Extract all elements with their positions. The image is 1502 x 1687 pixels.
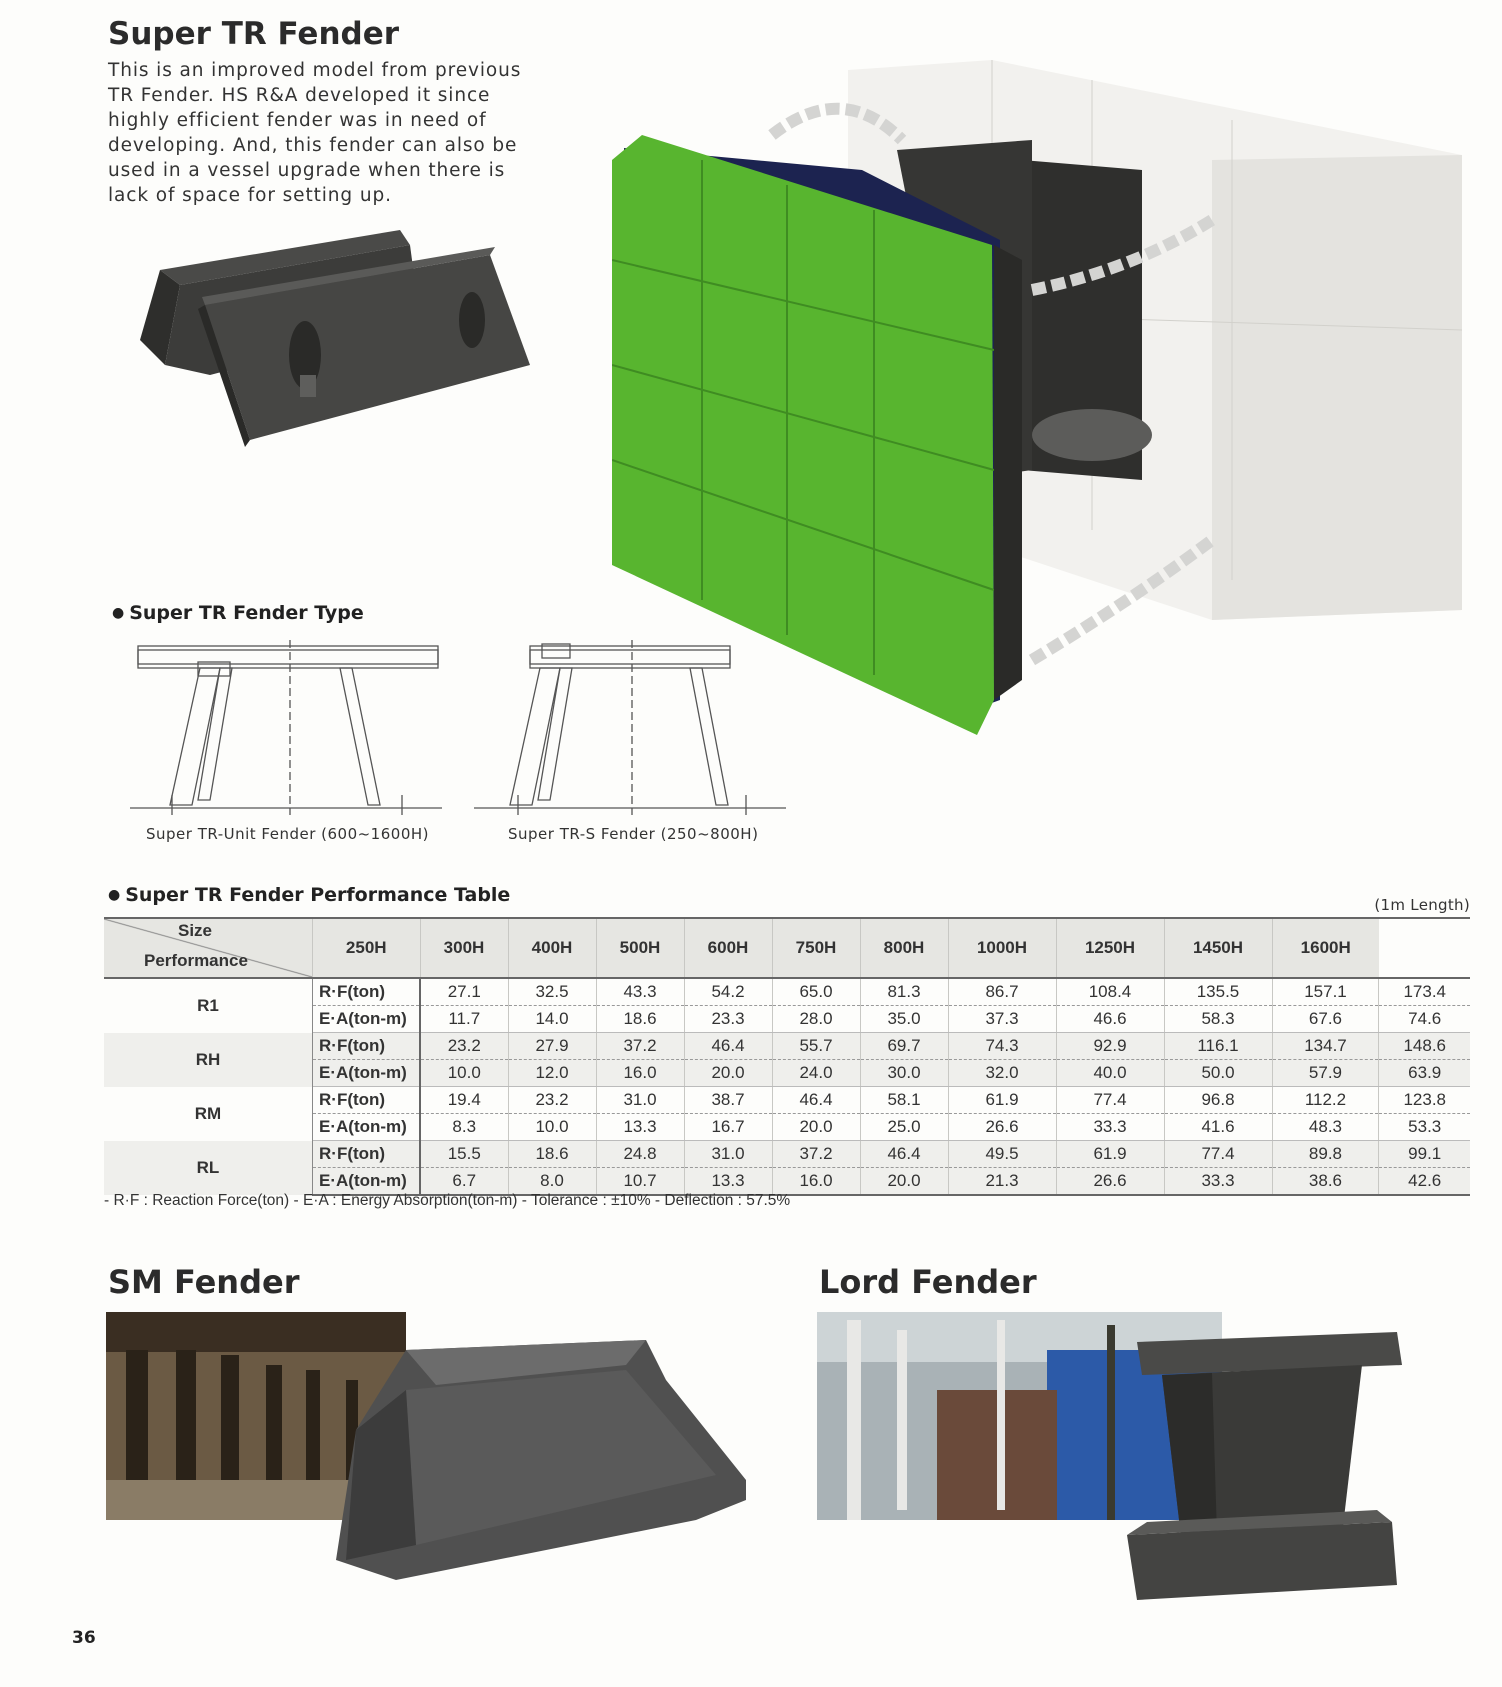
page-title: Super TR Fender <box>108 16 400 52</box>
table-cell: 67.6 <box>1272 1006 1379 1033</box>
table-cell: 135.5 <box>1164 978 1272 1006</box>
lord-fender-image <box>817 1310 1405 1610</box>
table-row <box>104 1033 1470 1060</box>
header-size-1450h: 1450H <box>1164 918 1272 978</box>
table-cell: 37.3 <box>948 1006 1056 1033</box>
table-cell: 74.3 <box>948 1033 1056 1060</box>
performance-table <box>104 917 1470 1196</box>
table-cell: 37.2 <box>596 1033 684 1060</box>
table-cell: 99.1 <box>1379 1141 1470 1168</box>
table-cell: 16.0 <box>772 1168 860 1196</box>
row-metric-label: E·A(ton-m) <box>313 1114 421 1141</box>
row-metric-label: E·A(ton-m) <box>313 1006 421 1033</box>
unit-note: (1m Length) <box>1374 896 1470 914</box>
header-size-label: Size <box>178 921 213 940</box>
table-row <box>104 978 1470 1006</box>
table-cell: 8.3 <box>420 1114 508 1141</box>
table-cell: 32.0 <box>948 1060 1056 1087</box>
sm-fender-image <box>106 1310 746 1580</box>
table-cell: 69.7 <box>860 1033 948 1060</box>
header-size-250h: 250H <box>313 918 421 978</box>
table-cell: 96.8 <box>1164 1087 1272 1114</box>
table-cell: 16.7 <box>684 1114 772 1141</box>
table-cell: 27.9 <box>508 1033 596 1060</box>
header-size-800h: 800H <box>860 918 948 978</box>
table-cell: 20.0 <box>772 1114 860 1141</box>
table-cell: 24.8 <box>596 1141 684 1168</box>
header-corner-cell <box>104 918 313 978</box>
table-header-row <box>104 918 1470 978</box>
table-cell: 65.0 <box>772 978 860 1006</box>
table-cell: 116.1 <box>1164 1033 1272 1060</box>
header-size-1600h: 1600H <box>1272 918 1379 978</box>
table-cell: 21.3 <box>948 1168 1056 1196</box>
table-cell: 26.6 <box>948 1114 1056 1141</box>
table-cell: 92.9 <box>1056 1033 1164 1060</box>
table-cell: 37.2 <box>772 1141 860 1168</box>
row-group-label: RH <box>104 1033 313 1087</box>
table-cell: 18.6 <box>596 1006 684 1033</box>
table-cell: 108.4 <box>1056 978 1164 1006</box>
table-cell: 24.0 <box>772 1060 860 1087</box>
table-cell: 20.0 <box>684 1060 772 1087</box>
table-cell: 148.6 <box>1379 1033 1470 1060</box>
table-cell: 58.1 <box>860 1087 948 1114</box>
table-cell: 57.9 <box>1272 1060 1379 1087</box>
table-cell: 58.3 <box>1164 1006 1272 1033</box>
super-tr-s-fender-drawing <box>470 640 790 820</box>
table-cell: 15.5 <box>420 1141 508 1168</box>
table-cell: 11.7 <box>420 1006 508 1033</box>
row-metric-label: R·F(ton) <box>313 1141 421 1168</box>
intro-paragraph: This is an improved model from previous TR Fender. HS R&A developed it since highly efficient fender was in need of developing. And, this fender can also be used in a vessel upgrade when there is lack of space for setting up. <box>108 60 522 206</box>
table-cell: 53.3 <box>1379 1114 1470 1141</box>
row-metric-label: R·F(ton) <box>313 1033 421 1060</box>
table-footnote: - R·F : Reaction Force(ton) - E·A : Energy Absorption(ton-m) - Tolerance : ±10% - Deflection : 57.5% <box>104 1192 791 1209</box>
table-cell: 89.8 <box>1272 1141 1379 1168</box>
table-cell: 25.0 <box>860 1114 948 1141</box>
table-cell: 63.9 <box>1379 1060 1470 1087</box>
table-cell: 16.0 <box>596 1060 684 1087</box>
header-size-600h: 600H <box>684 918 772 978</box>
table-cell: 18.6 <box>508 1141 596 1168</box>
table-cell: 50.0 <box>1164 1060 1272 1087</box>
table-cell: 10.7 <box>596 1168 684 1196</box>
table-cell: 61.9 <box>1056 1141 1164 1168</box>
table-row <box>104 1141 1470 1168</box>
table-cell: 41.6 <box>1164 1114 1272 1141</box>
table-cell: 23.2 <box>420 1033 508 1060</box>
table-cell: 61.9 <box>948 1087 1056 1114</box>
table-cell: 31.0 <box>596 1087 684 1114</box>
table-cell: 26.6 <box>1056 1168 1164 1196</box>
table-cell: 134.7 <box>1272 1033 1379 1060</box>
table-cell: 46.4 <box>684 1033 772 1060</box>
table-cell: 38.6 <box>1272 1168 1379 1196</box>
table-cell: 13.3 <box>596 1114 684 1141</box>
table-cell: 173.4 <box>1379 978 1470 1006</box>
table-cell: 23.2 <box>508 1087 596 1114</box>
table-cell: 81.3 <box>860 978 948 1006</box>
header-size-750h: 750H <box>772 918 860 978</box>
table-cell: 123.8 <box>1379 1087 1470 1114</box>
table-row <box>104 1087 1470 1114</box>
table-cell: 46.6 <box>1056 1006 1164 1033</box>
caption-s-fender: Super TR-S Fender (250~800H) <box>508 825 759 843</box>
table-cell: 10.0 <box>508 1114 596 1141</box>
table-cell: 10.0 <box>420 1060 508 1087</box>
performance-heading: ● Super TR Fender Performance Table <box>108 884 510 906</box>
table-cell: 33.3 <box>1164 1168 1272 1196</box>
header-size-400h: 400H <box>508 918 596 978</box>
table-cell: 8.0 <box>508 1168 596 1196</box>
row-metric-label: E·A(ton-m) <box>313 1060 421 1087</box>
table-cell: 43.3 <box>596 978 684 1006</box>
table-cell: 86.7 <box>948 978 1056 1006</box>
table-cell: 46.4 <box>772 1087 860 1114</box>
table-cell: 38.7 <box>684 1087 772 1114</box>
table-cell: 48.3 <box>1272 1114 1379 1141</box>
table-cell: 14.0 <box>508 1006 596 1033</box>
caption-unit-fender: Super TR-Unit Fender (600~1600H) <box>146 825 429 843</box>
table-cell: 13.3 <box>684 1168 772 1196</box>
header-size-1250h: 1250H <box>1056 918 1164 978</box>
super-tr-unit-fender-drawing <box>120 640 450 820</box>
sm-fender-title: SM Fender <box>108 1263 300 1301</box>
table-cell: 19.4 <box>420 1087 508 1114</box>
table-cell: 46.4 <box>860 1141 948 1168</box>
table-cell: 112.2 <box>1272 1087 1379 1114</box>
table-cell: 32.5 <box>508 978 596 1006</box>
row-metric-label: E·A(ton-m) <box>313 1168 421 1196</box>
super-tr-fender-image <box>110 225 540 455</box>
lord-fender-title: Lord Fender <box>819 1263 1037 1301</box>
row-group-label: RM <box>104 1087 313 1141</box>
type-heading: ● Super TR Fender Type <box>112 602 364 624</box>
page-number: 36 <box>72 1628 96 1648</box>
table-cell: 54.2 <box>684 978 772 1006</box>
table-cell: 49.5 <box>948 1141 1056 1168</box>
table-cell: 31.0 <box>684 1141 772 1168</box>
table-cell: 28.0 <box>772 1006 860 1033</box>
header-size-300h: 300H <box>420 918 508 978</box>
header-size-1000h: 1000H <box>948 918 1056 978</box>
table-cell: 33.3 <box>1056 1114 1164 1141</box>
row-metric-label: R·F(ton) <box>313 978 421 1006</box>
table-cell: 55.7 <box>772 1033 860 1060</box>
row-metric-label: R·F(ton) <box>313 1087 421 1114</box>
table-cell: 77.4 <box>1056 1087 1164 1114</box>
table-cell: 74.6 <box>1379 1006 1470 1033</box>
header-performance-label: Performance <box>144 951 248 970</box>
table-cell: 157.1 <box>1272 978 1379 1006</box>
table-cell: 42.6 <box>1379 1168 1470 1196</box>
table-cell: 27.1 <box>420 978 508 1006</box>
row-group-label: RL <box>104 1141 313 1196</box>
table-cell: 40.0 <box>1056 1060 1164 1087</box>
table-cell: 77.4 <box>1164 1141 1272 1168</box>
table-cell: 30.0 <box>860 1060 948 1087</box>
table-cell: 20.0 <box>860 1168 948 1196</box>
row-group-label: R1 <box>104 978 313 1033</box>
header-size-500h: 500H <box>596 918 684 978</box>
table-cell: 6.7 <box>420 1168 508 1196</box>
table-cell: 35.0 <box>860 1006 948 1033</box>
table-cell: 12.0 <box>508 1060 596 1087</box>
table-cell: 23.3 <box>684 1006 772 1033</box>
